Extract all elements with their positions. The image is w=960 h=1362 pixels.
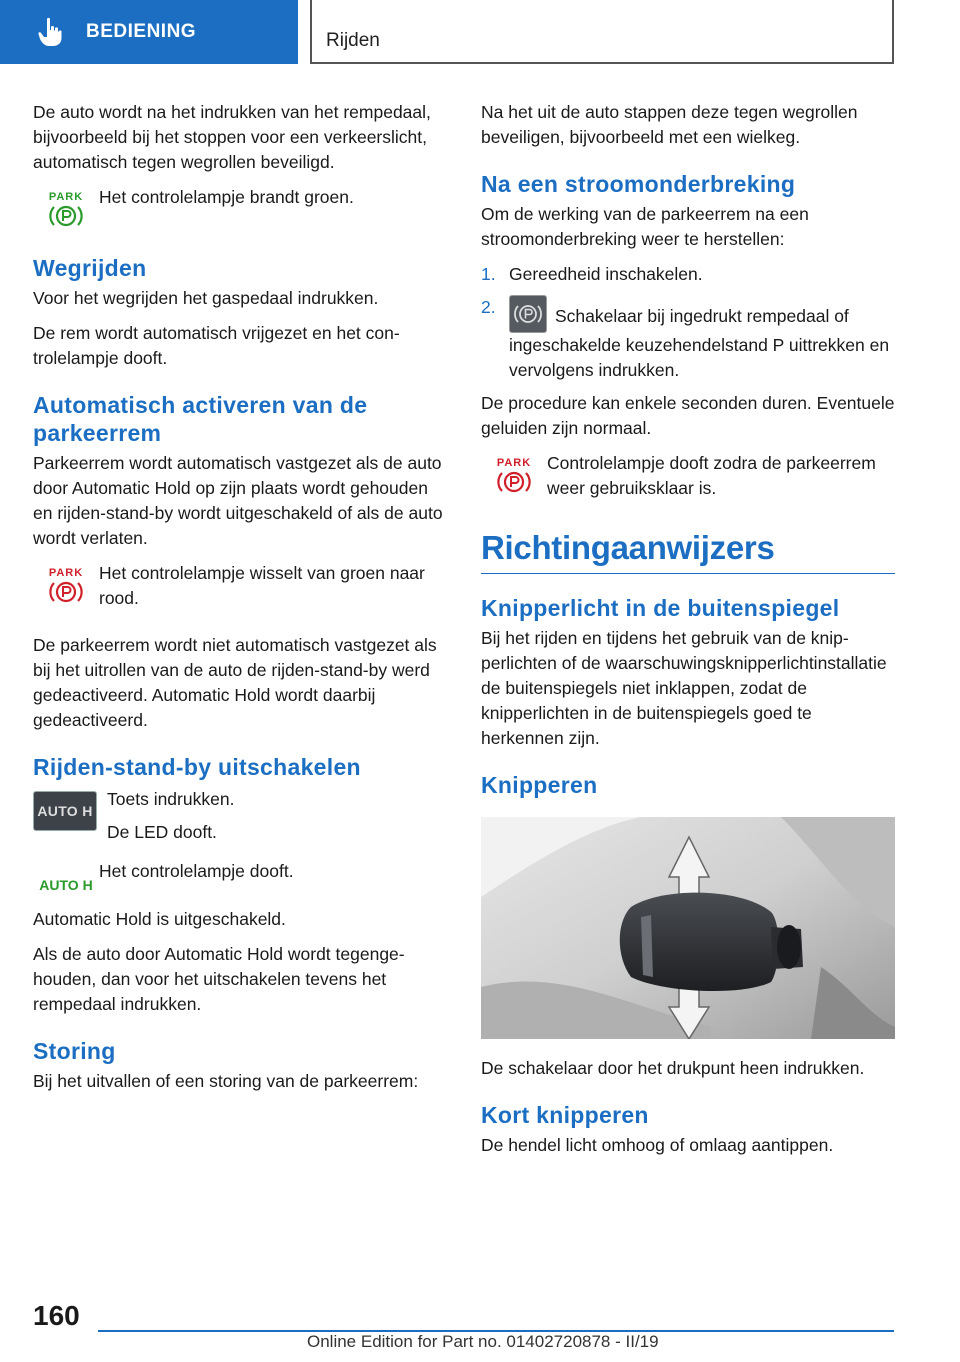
- auto-activeren-text-1: Parkeerrem wordt automatisch vastgezet als de auto door Automatic Hold op zijn plaats wordt gehouden en rijden-stand-by wordt uitgeschakeld of als de auto wordt verlaten.: [33, 453, 443, 548]
- indicator-red: [33, 561, 448, 619]
- list-item: 2. Schakelaar bij ingedrukt rempedaal of ingeschakelde keuzehendelstand P uittrekken en vervolgens indrukken.: [481, 297, 890, 380]
- lamp-ready-text: Controlelampje dooft zodra de parkeerrem weer gebruiksklaar is.: [547, 453, 876, 498]
- lamp-off-text: Het controlelampje dooft.: [99, 861, 294, 881]
- lamp-green-text: Het controlelampje brandt groen.: [99, 187, 354, 207]
- wegrijden-text-2: De rem wordt automatisch vrijgezet en het controlelampje dooft.: [33, 323, 400, 368]
- indicator-green: [33, 185, 448, 234]
- steps-list: [481, 262, 895, 383]
- auto-hold-button-icon: AUTO H: [33, 791, 97, 831]
- hold-off-text: Automatic Hold is uitgeschakeld.: [33, 909, 286, 929]
- hold-paragraph: Als de auto door Automatic Hold wordt tegengehouden, dan voor het uitschakelen tevens het rempedaal indrukken.: [33, 944, 405, 1014]
- wielkeg-text: Na het uit de auto stappen deze tegen wegrollen beveiligen, bijvoorbeeld met een wielkeg.: [481, 102, 858, 147]
- footer-edition: Online Edition for Part no. 01402720878 - II/19: [307, 1332, 659, 1351]
- heading-auto-activeren: Automatisch activeren van de parkeerrem: [33, 392, 368, 446]
- heading-stroomonderbreking: Na een stroomonderbreking: [481, 171, 796, 197]
- right-column: [481, 100, 895, 1168]
- lamp-red-text: Het controlelampje wisselt van groen naar rood.: [99, 563, 425, 608]
- spiegel-text: Bij het rijden en tijdens het gebruik van de knipperlichten of de waarschuwingsknipperlichtinstallatie de buitenspiegels niet inklappen, zodat de knipperlichten in de buitenspiegels goed te herkennen zijn.: [481, 628, 887, 748]
- page-number: 160: [33, 1300, 80, 1331]
- auto-hold-lamp-icon: AUTO H: [39, 877, 93, 893]
- auto-activeren-text-2: De parkeerrem wordt niet automatisch vastgezet als bij het uitrollen van de auto de rijden-stand-by werd gedeactiveerd. Automatic Hold wordt daarbij gedeactiveerd.: [33, 635, 437, 730]
- parking-brake-switch-icon: [509, 295, 547, 333]
- park-lamp-green-icon: PARK: [46, 191, 86, 234]
- section-tab: [0, 0, 298, 64]
- heading-knipperen: Knipperen: [481, 772, 598, 798]
- intro-paragraph: De auto wordt na het indrukken van het rempedaal, bijvoorbeeld bij het stoppen voor een verkeerslicht, automatisch tegen wegrollen beveiligd.: [33, 102, 431, 172]
- indicator-ready: [481, 451, 895, 509]
- heading-knipperlicht-spiegel: Knipperlicht in de buitenspiegel: [481, 595, 840, 621]
- chapter-title: Rijden: [326, 30, 380, 51]
- heading-richtingaanwijzers: Richtingaanwijzers: [481, 529, 895, 574]
- hand-pointer-icon: [38, 17, 62, 47]
- park-lamp-red-icon: PARK: [46, 567, 86, 610]
- heading-storing: Storing: [33, 1038, 116, 1064]
- stroom-text: Om de werking van de parkeerrem na een stroomonderbreking weer te herstellen:: [481, 204, 809, 249]
- indicator-autoh-button: [33, 787, 448, 853]
- heading-standby: Rijden-stand-by uitschakelen: [33, 754, 361, 780]
- list-item: 1. Gereedheid inschakelen.: [481, 264, 703, 284]
- knipperen-text: De schakelaar door het drukpunt heen indrukken.: [481, 1058, 865, 1078]
- duration-text: De procedure kan enkele seconden duren. Eventuele geluiden zijn normaal.: [481, 393, 895, 438]
- heading-wegrijden: Wegrijden: [33, 255, 147, 281]
- heading-kort-knipperen: Kort knipperen: [481, 1102, 649, 1128]
- turn-signal-lever-illustration: [481, 817, 895, 1039]
- led-text: De LED dooft.: [107, 822, 217, 842]
- wegrijden-text-1: Voor het wegrijden het gaspedaal indrukken.: [33, 288, 379, 308]
- section-label: BEDIENING: [86, 21, 197, 42]
- left-column: [33, 100, 448, 1104]
- kort-text: De hendel licht omhoog of omlaag aantippen.: [481, 1135, 834, 1155]
- toets-text: Toets indrukken.: [107, 789, 235, 809]
- chapter-header: [310, 0, 894, 64]
- park-lamp-red-icon: PARK: [494, 457, 534, 500]
- indicator-autoh-lamp: [33, 859, 448, 893]
- storing-text: Bij het uitvallen of een storing van de parkeerrem:: [33, 1071, 419, 1091]
